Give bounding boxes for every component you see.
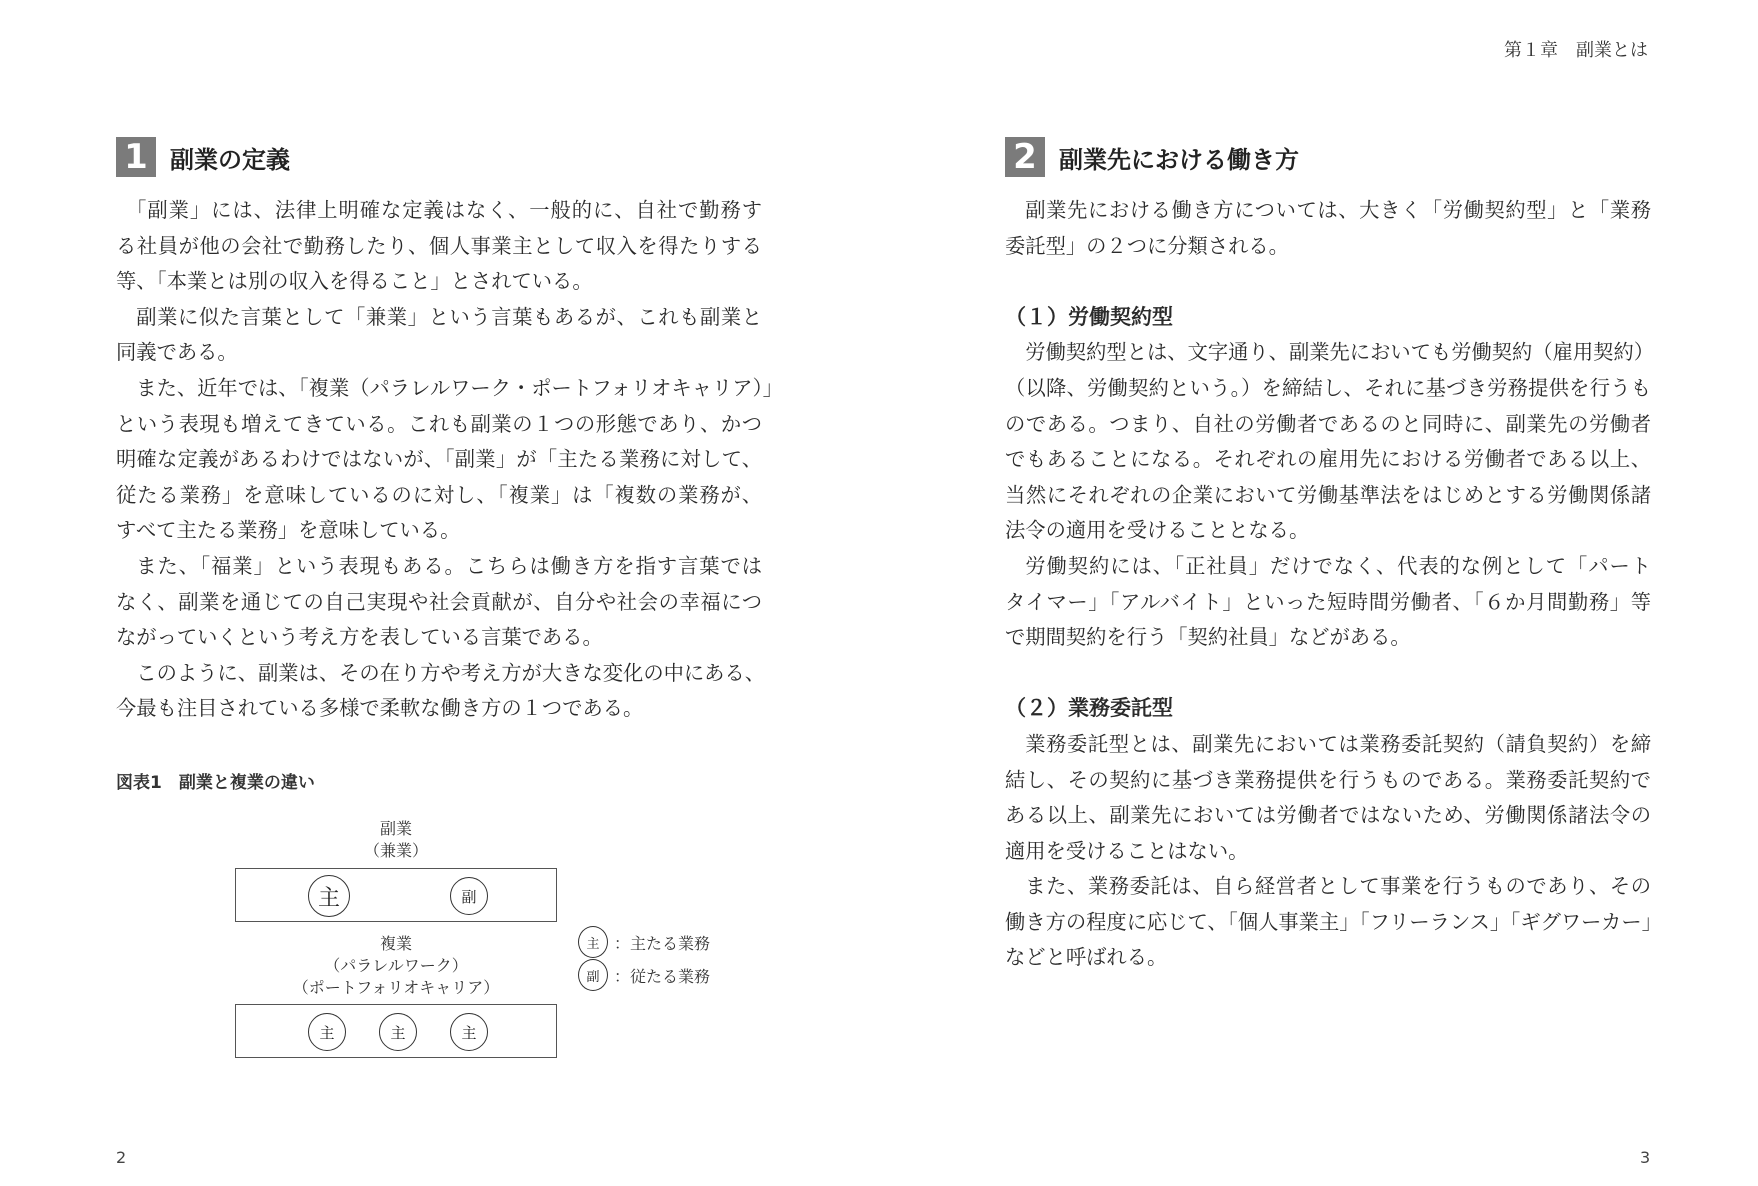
text-line: また、近年では、「複業（パラレルワーク・ポートフォリオキャリア）」 [136, 375, 783, 400]
text-line: 法令の適用を受けることとなる。 [1005, 518, 1310, 543]
text-line: という表現も増えてきている。これも副業の１つの形態であり、かつ [116, 411, 762, 436]
text-line: また、業務委託は、自ら経営者として事業を行うものであり、その [1025, 874, 1651, 899]
text-line: 業務委託型とは、副業先においては業務委託契約（請負契約）を締 [1025, 731, 1651, 756]
section-title: 副業の定義 [170, 145, 290, 174]
text-line: すべて主たる業務」を意味している。 [116, 518, 461, 543]
text-line: 労働契約には、「正社員」だけでなく、代表的な例として「パート [1025, 553, 1651, 578]
text-line: （以降、労働契約という。）を締結し、それに基づき労務提供を行うも [1005, 375, 1651, 400]
legend-main [578, 926, 710, 958]
text-line: のである。つまり、自社の労働者であるのと同時に、副業先の労働者 [1005, 411, 1651, 436]
label-line: （兼業） [363, 841, 428, 860]
text-line: 等、「本業とは別の収入を得ること」とされている。 [116, 269, 593, 294]
text-line: 当然にそれぞれの企業において労働基準法をはじめとする労働関係諸 [1005, 482, 1651, 507]
circle-main: 主 [308, 875, 350, 917]
text-line: ある以上、副業先においては労働者ではないため、労働関係諸法令の [1005, 803, 1651, 828]
diagram-label-fukugyo [235, 818, 557, 862]
section-heading-1 [116, 137, 290, 177]
circle-main: 主 [308, 1013, 346, 1051]
diagram-box-parallel [235, 1004, 557, 1058]
text-line: 今最も注目されている多様で柔軟な働き方の１つである。 [116, 696, 644, 721]
text-line: なく、副業を通じての自己実現や社会貢献が、自分や社会の幸福につ [116, 589, 762, 614]
diagram-label-parallel [235, 933, 557, 999]
text-line: で期間契約を行う「契約社員」などがある。 [1005, 625, 1411, 650]
figure-caption: 図表1 副業と複業の違い [116, 773, 315, 793]
label-line: （パラレルワーク） [324, 956, 468, 975]
text-line: ながっていくという考え方を表している言葉である。 [116, 625, 603, 650]
circle-sub: 副 [450, 877, 488, 915]
legend-sub [578, 959, 710, 991]
legend-symbol: 副 [578, 959, 608, 991]
section-number: 2 [1005, 137, 1045, 177]
right-body-text [1005, 193, 1662, 976]
section-number: 1 [116, 137, 156, 177]
text-line: 「副業」には、法律上明確な定義はなく、一般的に、自社で勤務す [126, 198, 762, 222]
text-line: などと呼ばれる。 [1005, 945, 1168, 970]
text-line: このように、副業は、その在り方や考え方が大きな変化の中にある、 [136, 660, 766, 685]
subsection-heading: （２）業務委託型 [1005, 696, 1173, 721]
circle-main: 主 [450, 1013, 488, 1051]
page-number: 3 [1640, 1148, 1651, 1167]
legend-text: ：主たる業務 [614, 933, 711, 953]
label-line: （ポートフォリオキャリア） [292, 978, 500, 997]
legend-text: ：従たる業務 [614, 966, 711, 986]
text-line: 副業に似た言葉として「兼業」という言葉もあるが、これも副業と [136, 304, 762, 329]
subsection-heading: （１）労働契約型 [1005, 304, 1173, 329]
section-title: 副業先における働き方 [1059, 145, 1299, 174]
text-line: 結し、その契約に基づき業務提供を行うものである。業務委託契約で [1005, 767, 1651, 792]
text-line: 委託型」の２つに分類される。 [1005, 233, 1289, 258]
spacer [1005, 656, 1651, 692]
text-line: また、「福業」という表現もある。こちらは働き方を指す言葉では [136, 553, 762, 578]
text-line: 労働契約型とは、文字通り、副業先においても労働契約（雇用契約） [1025, 340, 1655, 365]
running-head: 第１章 副業とは [1504, 40, 1648, 61]
left-body-text [116, 193, 783, 727]
text-line: 従たる業務」を意味しているのに対し、「複業」は「複数の業務が、 [116, 482, 762, 507]
text-line: 副業先における働き方については、大きく「労働契約型」と「業務 [1025, 198, 1651, 222]
label-line: 副業 [379, 819, 412, 838]
text-line: る社員が他の会社で勤務したり、個人事業主として収入を得たりする [116, 233, 762, 258]
page-number: 2 [116, 1148, 127, 1167]
text-line: タイマー」「アルバイト」といった短時間労働者、「６か月間勤務」等 [1005, 589, 1651, 614]
legend-symbol: 主 [578, 926, 608, 958]
text-line: 同義である。 [116, 340, 238, 365]
label-line: 複業 [379, 934, 412, 953]
circle-main: 主 [379, 1013, 417, 1051]
diagram-box-fukugyo [235, 868, 557, 922]
text-line: 働き方の程度に応じて、「個人事業主」「フリーランス」「ギグワーカー」 [1005, 909, 1662, 934]
text-line: でもあることになる。それぞれの雇用先における労働者である以上、 [1005, 447, 1651, 472]
right-page [879, 0, 1758, 1186]
section-heading-2 [1005, 137, 1299, 177]
text-line: 適用を受けることはない。 [1005, 838, 1249, 863]
text-line: 明確な定義があるわけではないが、「副業」が「主たる業務に対して、 [116, 447, 762, 472]
spacer [1005, 264, 1651, 300]
